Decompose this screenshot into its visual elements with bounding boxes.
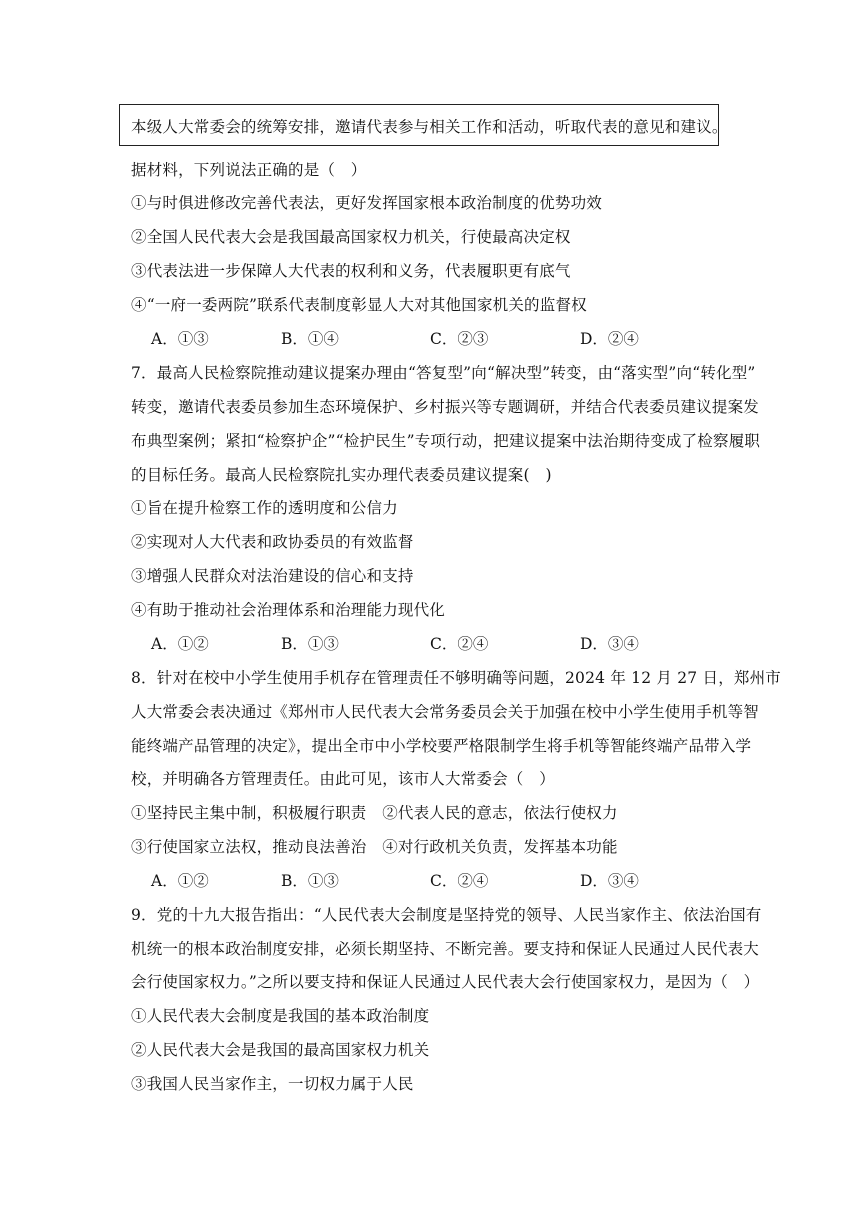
q7-stem-line-3: 布典型案例；紧扣“检察护企”“检护民生”专项行动，把建议提案中法治期待变成了检察履职 xyxy=(131,432,761,450)
q8-stem-line-2: 人大常委会表决通过《郑州市人民代表大会常务委员会关于加强在校中小学生使用手机等智 xyxy=(131,703,760,721)
q9-statement-2: ②人民代表大会是我国的最高国家权力机关 xyxy=(131,1041,430,1059)
q7-statement-2: ②实现对人大代表和政协委员的有效监督 xyxy=(131,533,414,551)
q9-statement-1: ①人民代表大会制度是我国的基本政治制度 xyxy=(131,1007,430,1025)
q6-option-b[interactable]: B．①④ xyxy=(281,330,339,348)
q7-option-a[interactable]: A．①② xyxy=(151,635,209,653)
q8-stem-line-4: 校，并明确各方管理责任。由此可见，该市人大常委会（ ） xyxy=(131,770,555,788)
q6-option-d[interactable]: D．②④ xyxy=(580,330,639,348)
q6-statement-1: ①与时俱进修改完善代表法，更好发挥国家根本政治制度的优势功效 xyxy=(131,194,603,212)
q8-statement-3-4: ③行使国家立法权，推动良法善治 ④对行政机关负责，发挥基本功能 xyxy=(131,838,618,856)
q8-option-c[interactable]: C．②④ xyxy=(430,872,489,890)
q7-stem-line-1: 7．最高人民检察院推动建议提案办理由“答复型”向“解决型”转变，由“落实型”向“转化型” xyxy=(131,364,756,382)
q7-stem-line-2: 转变，邀请代表委员参加生态环境保护、乡村振兴等专题调研，并结合代表委员建议提案发 xyxy=(131,398,760,416)
q7-statement-3: ③增强人民群众对法治建设的信心和支持 xyxy=(131,567,414,585)
material-text: 本级人大常委会的统筹安排，邀请代表参与相关工作和活动，听取代表的意见和建议。 xyxy=(131,118,728,136)
q8-stem-line-1: 8．针对在校中小学生使用手机存在管理责任不够明确等问题，2024 年 12 月 27 日，郑州市 xyxy=(131,669,781,687)
q7-option-b[interactable]: B．①③ xyxy=(281,635,339,653)
q8-stem-line-3: 能终端产品管理的决定》，提出全市中小学校要严格限制学生将手机等智能终端产品带入学 xyxy=(131,737,752,755)
q7-statement-1: ①旨在提升检察工作的透明度和公信力 xyxy=(131,499,398,517)
q9-stem-line-3: 会行使国家权力。”之所以要支持和保证人民通过人民代表大会行使国家权力，是因为（ ） xyxy=(131,973,760,991)
q8-option-b[interactable]: B．①③ xyxy=(281,872,339,890)
q6-option-c[interactable]: C．②③ xyxy=(430,330,489,348)
q7-option-c[interactable]: C．②④ xyxy=(430,635,489,653)
q9-stem-line-2: 机统一的根本政治制度安排，必须长期坚持、不断完善。要支持和保证人民通过人民代表大 xyxy=(131,940,760,958)
q8-statement-1-2: ①坚持民主集中制，积极履行职责 ②代表人民的意志，依法行使权力 xyxy=(131,804,618,822)
q6-statement-3: ③代表法进一步保障人大代表的权利和义务，代表履职更有底气 xyxy=(131,262,571,280)
q7-stem-line-4: 的目标任务。最高人民检察院扎实办理代表委员建议提案( ) xyxy=(131,466,552,484)
q6-statement-2: ②全国人民代表大会是我国最高国家权力机关，行使最高决定权 xyxy=(131,228,571,246)
q7-option-d[interactable]: D．③④ xyxy=(580,635,639,653)
q6-stem: 据材料，下列说法正确的是（ ） xyxy=(131,161,367,179)
q6-statement-4: ④“一府一委两院”联系代表制度彰显人大对其他国家机关的监督权 xyxy=(131,296,587,314)
q7-statement-4: ④有助于推动社会治理体系和治理能力现代化 xyxy=(131,601,446,619)
q6-option-a[interactable]: A．①③ xyxy=(151,330,209,348)
q8-option-a[interactable]: A．①② xyxy=(151,872,209,890)
q8-option-d[interactable]: D．③④ xyxy=(580,872,639,890)
q9-statement-3: ③我国人民当家作主，一切权力属于人民 xyxy=(131,1075,414,1093)
q9-stem-line-1: 9．党的十九大报告指出：“人民代表大会制度是坚持党的领导、人民当家作主、依法治国有 xyxy=(131,906,762,924)
